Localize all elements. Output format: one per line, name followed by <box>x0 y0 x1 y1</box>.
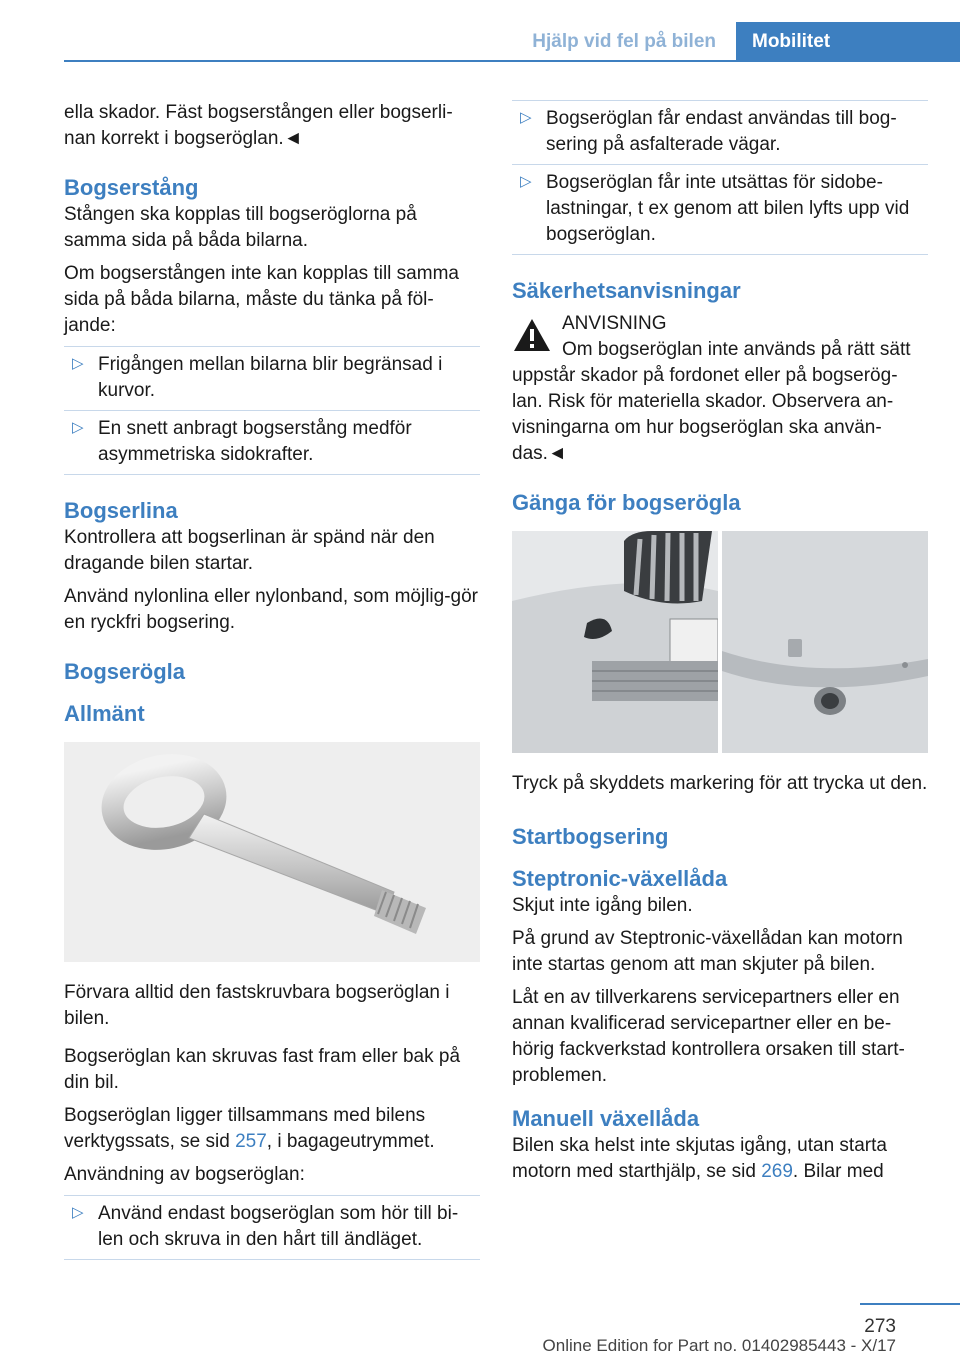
triangle-right-icon: ▷ <box>520 173 532 190</box>
bullet-list <box>512 100 928 255</box>
edition-note: Online Edition for Part no. 01402985443 - X/17 <box>542 1336 896 1355</box>
triangle-right-icon: ▷ <box>72 1204 84 1221</box>
page-number: 273 <box>864 1316 896 1337</box>
paragraph: Om bogserstången inte kan kopplas till samma sida på båda bilarna, måste du tänka på föl-jande: <box>64 263 459 336</box>
list-item: ▷ Använd endast bogseröglan som hör till bi-len och skruva in den hårt till ändläget. <box>64 1195 480 1260</box>
chapter-tab[interactable]: Mobilitet <box>736 22 960 62</box>
paragraph: Skjut inte igång bilen. <box>512 895 693 916</box>
list-item: ▷ En snett anbragt bogserstång medför asymmetriska sidokrafter. <box>64 411 480 475</box>
warning-text-continued: uppstår skador på fordonet eller på bogserög-lan. Risk för materiella skador. Observera an-visningarna om hur bogseröglan ska använ-das.◄ <box>512 365 898 464</box>
heading-ganga: Gänga för bogserögla <box>512 490 741 515</box>
bumper-tow-cover-photo <box>512 531 928 753</box>
triangle-right-icon: ▷ <box>72 355 84 372</box>
intro-text: ella skador. Fäst bogserstången eller bogserli-nan korrekt i bogseröglan.◄ <box>64 102 453 149</box>
triangle-right-icon: ▷ <box>72 419 84 436</box>
paragraph: Bogseröglan ligger tillsammans med bilens verktygssats, se sid 257, i bagageutrymmet. <box>64 1105 435 1152</box>
paragraph: Bilen ska helst inte skjutas igång, utan starta motorn med starthjälp, se sid 269. Bilar med <box>512 1135 887 1182</box>
bullet-list <box>64 1195 480 1260</box>
page-link-269[interactable]: 269 <box>761 1161 793 1182</box>
paragraph: Låt en av tillverkarens servicepartners eller en annan kvalificerad servicepartner eller en be-hörig fackverkstad kontrollera orsaken till start-problemen. <box>512 987 905 1086</box>
heading-sakerhetsanvisningar: Säkerhetsanvisningar <box>512 278 741 303</box>
figure-caption: Tryck på skyddets markering för att trycka ut den. <box>512 773 928 794</box>
warning-notice <box>512 311 928 467</box>
page-link-257[interactable]: 257 <box>235 1131 267 1152</box>
list-item: ▷ Bogseröglan får inte utsättas för sidobe-lastningar, t ex genom att bilen lyfts upp vid bogseröglan. <box>512 165 928 255</box>
section-title: Hjälp vid fel på bilen <box>532 31 716 52</box>
paragraph: På grund av Steptronic-växellådan kan motorn inte startas genom att man skjuter på bilen. <box>512 928 903 975</box>
paragraph: Bogseröglan kan skruvas fast fram eller bak på din bil. <box>64 1046 461 1093</box>
list-item: ▷ Bogseröglan får endast användas till bog-sering på asfalterade vägar. <box>512 100 928 165</box>
triangle-right-icon: ▷ <box>520 109 532 126</box>
bullet-list <box>64 346 480 475</box>
warning-label: ANVISNING <box>562 313 667 334</box>
heading-manuell: Manuell växellåda <box>512 1106 700 1131</box>
heading-steptronic: Steptronic-växellåda <box>512 866 728 891</box>
page-header <box>64 22 960 62</box>
paragraph: Stången ska kopplas till bogseröglorna på samma sida på båda bilarna. <box>64 204 417 251</box>
footer-rule <box>860 1303 960 1305</box>
heading-allmant: Allmänt <box>64 701 145 726</box>
paragraph: Kontrollera att bogserlinan är spänd när den dragande bilen startar. <box>64 527 435 574</box>
left-column <box>64 100 480 1268</box>
heading-bogserlina: Bogserlina <box>64 498 178 523</box>
list-item: ▷ Frigången mellan bilarna blir begränsad i kurvor. <box>64 346 480 411</box>
tow-eye-illustration <box>64 742 480 962</box>
warning-triangle-icon <box>512 317 552 353</box>
warning-text: Om bogseröglan inte används på rätt sätt <box>562 339 911 360</box>
heading-bogserstang: Bogserstång <box>64 175 199 200</box>
right-column <box>512 100 928 1192</box>
heading-startbogsering: Startbogsering <box>512 824 669 849</box>
paragraph: Förvara alltid den fastskruvbara bogseröglan i bilen. <box>64 982 450 1029</box>
paragraph: Användning av bogseröglan: <box>64 1164 305 1185</box>
heading-bogserogla: Bogserögla <box>64 659 186 684</box>
paragraph: Använd nylonlina eller nylonband, som möjlig-gör en ryckfri bogsering. <box>64 586 479 633</box>
